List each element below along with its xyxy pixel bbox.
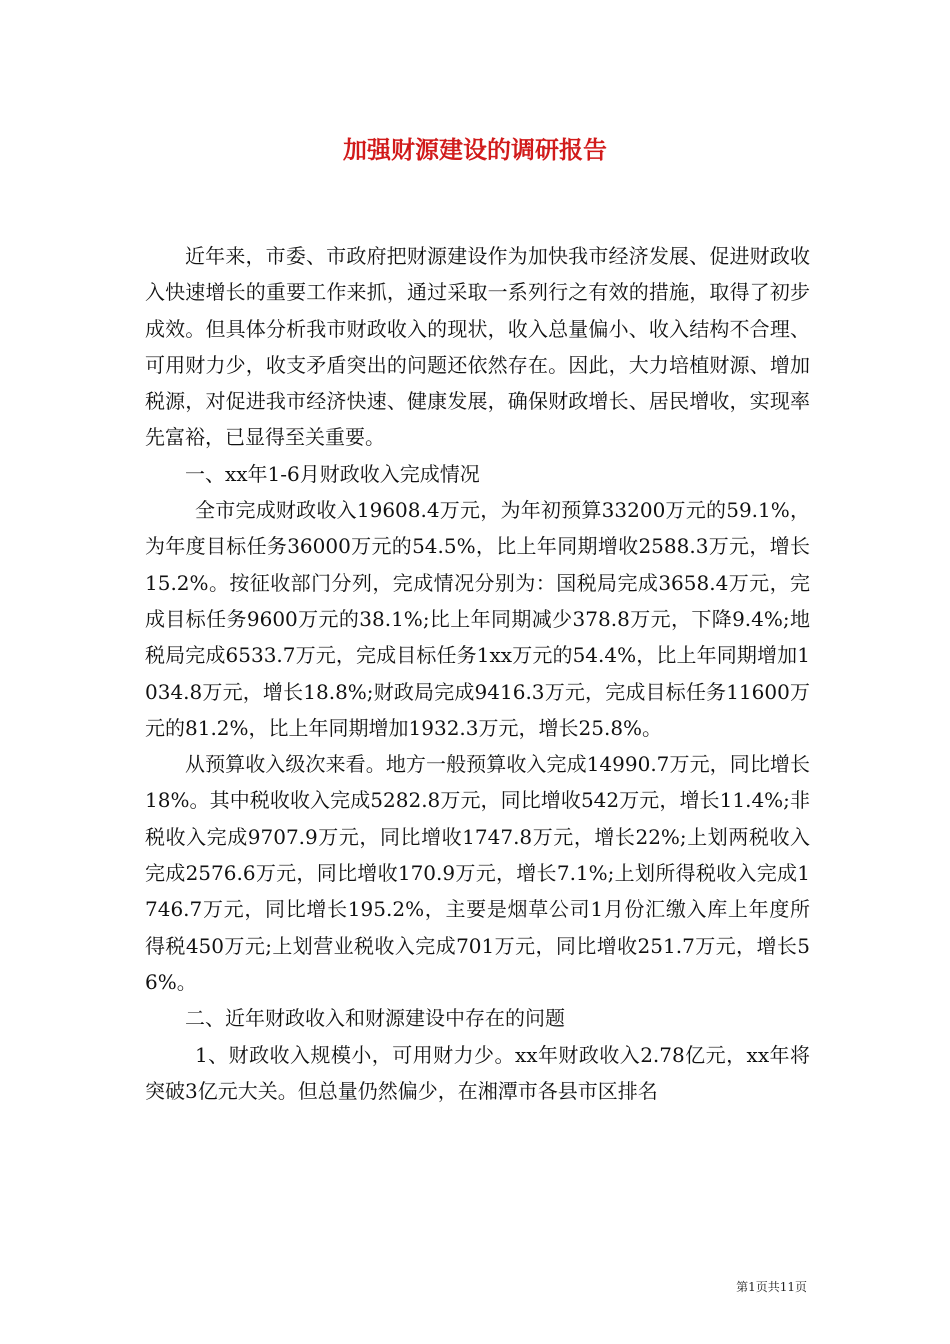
paragraph-problem-1: 1、财政收入规模小，可用财力少。xx年财政收入2.78亿元，xx年将突破3亿元大关。但总量仍然偏少，在湘潭市各县市区排名 <box>145 1042 810 1103</box>
page-number: 第1页共11页 <box>736 1280 807 1294</box>
document-body <box>145 238 810 1109</box>
section-heading-1: 一、xx年1-6月财政收入完成情况 <box>185 461 480 486</box>
paragraph-revenue-summary: 全市完成财政收入19608.4万元，为年初预算33200万元的59.1%，为年度目标任务36000万元的54.5%，比上年同期增收2588.3万元，增长15.2%。按征收部门分列，完成情况分别为：国税局完成3658.4万元，完成目标任务9600万元的38.1%;比上年同期减少378.8万元，下降9.4%;地税局完成6533.7万元，完成目标任务1xx万元的54.4%，比上年同期增加1034.8万元，增长18.8%;财政局完成9416.3万元，完成目标任务11600万元的81.2%，比上年同期增加1932.3万元，增长25.8%。 <box>145 498 810 740</box>
section-heading-2: 二、近年财政收入和财源建设中存在的问题 <box>185 1006 565 1031</box>
paragraph-intro: 近年来，市委、市政府把财源建设作为加快我市经济发展、促进财政收入快速增长的重要工作来抓，通过采取一系列行之有效的措施，取得了初步成效。但具体分析我市财政收入的现状，收入总量偏小、收入结构不合理、可用财力少，收支矛盾突出的问题还依然存在。因此，大力培植财源、增加税源，对促进我市经济快速、健康发展，确保财政增长、居民增收，实现率先富裕，已显得至关重要。 <box>145 244 810 450</box>
document-title: 加强财源建设的调研报告 <box>343 135 607 164</box>
paragraph-budget-levels: 从预算收入级次来看。地方一般预算收入完成14990.7万元，同比增长18%。其中税收收入完成5282.8万元，同比增收542万元，增长11.4%;非税收入完成9707.9万元，同比增收1747.8万元，增长22%;上划两税收入完成2576.6万元，同比增收170.9万元，增长7.1%;上划所得税收入完成1746.7万元，同比增长195.2%，主要是烟草公司1月份汇缴入库上年度所得税450万元;上划营业税收入完成701万元，同比增收251.7万元，增长56%。 <box>145 752 810 994</box>
